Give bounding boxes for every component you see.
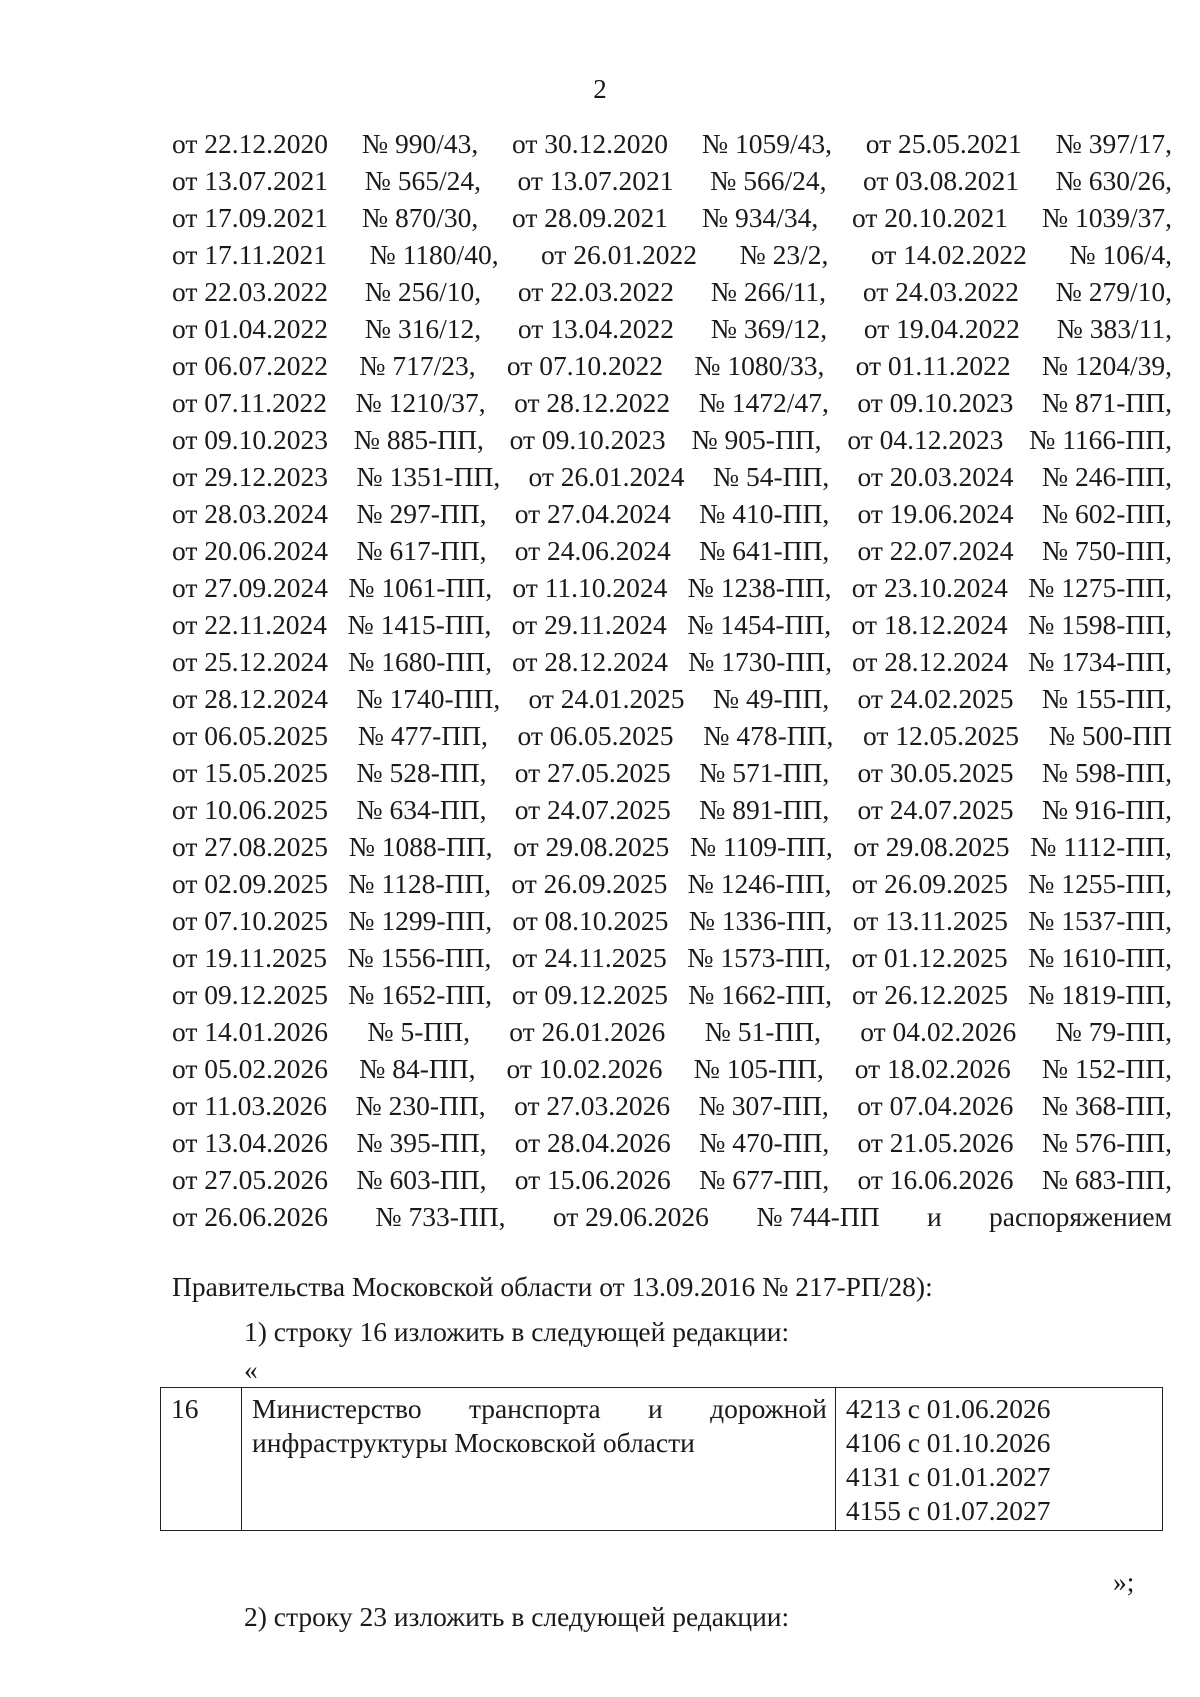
reference-token: от 16.06.2026 — [857, 1164, 1014, 1195]
reference-line — [172, 1016, 1172, 1053]
reference-token: № 1080/33, — [694, 350, 825, 381]
reference-token: № 1039/37, — [1041, 202, 1172, 233]
reference-token: от 07.10.2025 — [172, 905, 329, 936]
reference-token: № 1652-ПП, — [348, 979, 492, 1010]
reference-token: № 477-ПП, — [357, 720, 488, 751]
reference-token: № 500-ПП — [1048, 720, 1172, 751]
reference-token: № 566/24, — [710, 165, 827, 196]
reference-list — [172, 128, 1172, 1238]
reference-line — [172, 757, 1172, 794]
reference-line — [172, 794, 1172, 831]
reference-token: № 641-ПП, — [699, 535, 830, 566]
organization-word: и — [647, 1393, 663, 1424]
reference-token: № 1246-ПП, — [687, 868, 832, 899]
reference-token: от 26.12.2025 — [852, 979, 1009, 1010]
reference-token: № 576-ПП, — [1041, 1127, 1172, 1158]
replacement-row-table — [160, 1387, 1163, 1531]
reference-token: № 1059/43, — [701, 128, 832, 159]
reference-token: от 22.03.2022 — [172, 276, 329, 307]
reference-token: от 02.09.2025 — [172, 868, 329, 899]
reference-line — [172, 868, 1172, 905]
reference-token: от 27.04.2024 — [514, 498, 671, 529]
reference-token: № 369/12, — [710, 313, 828, 344]
reference-token: распоряжением — [989, 1201, 1172, 1232]
reference-token: от 01.12.2025 — [851, 942, 1008, 973]
closing-reference-line: Правительства Московской области от 13.09.2016 № 217-РП/28): — [172, 1271, 933, 1302]
reference-token: от 27.05.2025 — [514, 757, 671, 788]
reference-token: от 29.08.2025 — [513, 831, 670, 862]
reference-line — [172, 461, 1172, 498]
reference-token: от 27.08.2025 — [172, 831, 329, 862]
reference-token: от 05.02.2026 — [172, 1053, 329, 1084]
reference-token: № 5-ПП, — [367, 1016, 470, 1047]
reference-token: № 571-ПП, — [699, 757, 830, 788]
reference-token: № 152-ПП, — [1041, 1053, 1172, 1084]
reference-token: № 49-ПП, — [712, 683, 830, 714]
reference-token: от 13.04.2022 — [517, 313, 674, 344]
reference-token: № 256/10, — [364, 276, 482, 307]
reference-token: от 12.05.2025 — [863, 720, 1020, 751]
reference-token: от 30.12.2020 — [512, 128, 669, 159]
reference-token: № 316/12, — [364, 313, 482, 344]
reference-token: № 230-ПП, — [355, 1090, 486, 1121]
reference-token: № 733-ПП, — [375, 1201, 506, 1232]
reference-token: № 1128-ПП, — [348, 868, 492, 899]
reference-token: № 598-ПП, — [1041, 757, 1172, 788]
reference-token: № 683-ПП, — [1041, 1164, 1172, 1195]
reference-token: № 891-ПП, — [699, 794, 830, 825]
organization-name-line-1 — [252, 1392, 827, 1426]
item-2-instruction: 2) строку 23 изложить в следующей редакции: — [244, 1601, 790, 1632]
reference-token: от 28.03.2024 — [172, 498, 329, 529]
reference-token: № 54-ПП, — [712, 461, 830, 492]
reference-token: от 19.06.2024 — [857, 498, 1014, 529]
reference-line — [172, 313, 1172, 350]
reference-token: № 1109-ПП, — [689, 831, 833, 862]
reference-line — [172, 387, 1172, 424]
reference-token: № 934/34, — [701, 202, 819, 233]
reference-token: № 528-ПП, — [356, 757, 487, 788]
reference-line — [172, 202, 1172, 239]
reference-token: от 28.12.2024 — [172, 683, 329, 714]
reference-token: № 383/11, — [1056, 313, 1172, 344]
reference-token: от 21.05.2026 — [857, 1127, 1014, 1158]
reference-token: от 09.10.2023 — [172, 424, 329, 455]
reference-token: № 279/10, — [1055, 276, 1172, 307]
reference-token: от 18.02.2026 — [854, 1053, 1011, 1084]
reference-token: от 29.06.2026 — [552, 1201, 709, 1232]
reference-token: № 1573-ПП, — [687, 942, 832, 973]
reference-token: № 297-ПП, — [356, 498, 487, 529]
reference-token: от 14.02.2022 — [870, 239, 1027, 270]
reference-line — [172, 424, 1172, 461]
reference-token: от 26.01.2022 — [541, 239, 698, 270]
reference-token: № 1180/40, — [369, 239, 499, 270]
reference-token: от 24.07.2025 — [514, 794, 671, 825]
reference-line — [172, 276, 1172, 313]
reference-token: № 1336-ПП, — [688, 905, 833, 936]
reference-token: № 1255-ПП, — [1028, 868, 1172, 899]
reference-token: от 26.01.2024 — [528, 461, 685, 492]
reference-line — [172, 609, 1172, 646]
reference-token: № 1299-ПП, — [348, 905, 493, 936]
reference-token: № 1088-ПП, — [348, 831, 493, 862]
reference-line — [172, 1053, 1172, 1090]
reference-token: № 630/26, — [1055, 165, 1172, 196]
reference-token: от 28.12.2024 — [512, 646, 669, 677]
reference-token: № 1061-ПП, — [348, 572, 493, 603]
reference-token: № 395-ПП, — [356, 1127, 487, 1158]
reference-token: от 28.12.2024 — [852, 646, 1009, 677]
reference-token: от 29.08.2025 — [853, 831, 1010, 862]
reference-token: № 1598-ПП, — [1028, 609, 1172, 640]
reference-token: № 1734-ПП, — [1028, 646, 1172, 677]
reference-line — [172, 979, 1172, 1016]
reference-token: от 17.11.2021 — [172, 239, 328, 270]
reference-token: от 26.09.2025 — [511, 868, 668, 899]
reference-token: от 13.11.2025 — [852, 905, 1008, 936]
reference-line — [172, 535, 1172, 572]
reference-token: от 09.12.2025 — [172, 979, 329, 1010]
reference-line — [172, 165, 1172, 202]
reference-line — [172, 831, 1172, 868]
reference-token: № 1610-ПП, — [1028, 942, 1172, 973]
reference-line — [172, 942, 1172, 979]
reference-token: от 20.03.2024 — [857, 461, 1014, 492]
reference-token: № 1415-ПП, — [347, 609, 492, 640]
reference-token: от 04.02.2026 — [860, 1016, 1017, 1047]
organization-name-line-2: инфраструктуры Московской области — [252, 1427, 695, 1458]
reference-token: № 155-ПП, — [1041, 683, 1172, 714]
reference-line — [172, 1164, 1172, 1201]
page-number: 2 — [593, 74, 607, 104]
reference-token: № 1454-ПП, — [687, 609, 832, 640]
reference-token: № 603-ПП, — [356, 1164, 487, 1195]
reference-token: от 19.11.2025 — [172, 942, 328, 973]
reference-token: от 28.09.2021 — [512, 202, 669, 233]
reference-token: от 24.02.2025 — [857, 683, 1014, 714]
reference-token: от 15.06.2026 — [514, 1164, 671, 1195]
reference-token: № 717/23, — [359, 350, 476, 381]
reference-line — [172, 1201, 1172, 1238]
reference-token: от 04.12.2023 — [847, 424, 1004, 455]
reference-token: от 11.10.2024 — [512, 572, 668, 603]
reference-token: № 1166-ПП, — [1029, 424, 1172, 455]
reference-token: № 1275-ПП, — [1028, 572, 1172, 603]
reference-token: от 22.07.2024 — [857, 535, 1014, 566]
reference-token: от 07.11.2022 — [172, 387, 328, 418]
reference-token: № 1238-ПП, — [687, 572, 832, 603]
reference-token: от 25.12.2024 — [172, 646, 329, 677]
reference-line — [172, 572, 1172, 609]
organization-word: Министерство — [252, 1393, 422, 1424]
reference-token: № 1204/39, — [1041, 350, 1172, 381]
reference-token: № 51-ПП, — [704, 1016, 821, 1047]
reference-token: от 26.06.2026 — [172, 1201, 329, 1232]
reference-token: № 246-ПП, — [1041, 461, 1172, 492]
reference-token: от 11.03.2026 — [172, 1090, 328, 1121]
reference-token: от 22.12.2020 — [172, 128, 329, 159]
reference-token: от 15.05.2025 — [172, 757, 329, 788]
reference-token: № 368-ПП, — [1041, 1090, 1172, 1121]
reference-token: № 1819-ПП, — [1028, 979, 1172, 1010]
reference-token: от 13.04.2026 — [172, 1127, 329, 1158]
reference-token: № 1680-ПП, — [348, 646, 492, 677]
organization-word: транспорта — [468, 1393, 601, 1424]
reference-token: от 09.12.2025 — [512, 979, 669, 1010]
reference-token: от 17.09.2021 — [172, 202, 329, 233]
reference-token: № 1556-ПП, — [347, 942, 492, 973]
reference-token: от 14.01.2026 — [172, 1016, 329, 1047]
reference-token: от 19.04.2022 — [863, 313, 1020, 344]
reference-token: № 885-ПП, — [353, 424, 484, 455]
row-number-cell: 16 — [161, 1388, 242, 1531]
reference-token: от 01.11.2022 — [855, 350, 1011, 381]
reference-token: № 1472/47, — [698, 387, 829, 418]
reference-token: № 871-ПП, — [1041, 387, 1172, 418]
reference-token: от 20.10.2021 — [852, 202, 1009, 233]
reference-token: № 106/4, — [1069, 239, 1172, 270]
reference-line — [172, 239, 1172, 276]
reference-token: № 617-ПП, — [356, 535, 487, 566]
reference-token: № 84-ПП, — [359, 1053, 476, 1084]
reference-token: от 30.05.2025 — [857, 757, 1014, 788]
reference-line — [172, 646, 1172, 683]
reference-line — [172, 128, 1172, 165]
reference-line — [172, 498, 1172, 535]
reference-token: от 27.09.2024 — [172, 572, 329, 603]
reference-token: от 24.01.2025 — [528, 683, 685, 714]
reference-token: № 1662-ПП, — [688, 979, 832, 1010]
reference-token: № 990/43, — [361, 128, 479, 159]
reference-token: от 03.08.2021 — [863, 165, 1020, 196]
reference-token: № 79-ПП, — [1055, 1016, 1172, 1047]
reference-token: № 470-ПП, — [699, 1127, 830, 1158]
reference-token: № 1210/37, — [355, 387, 486, 418]
reference-token: от 24.03.2022 — [862, 276, 1019, 307]
reference-token: № 23/2, — [739, 239, 829, 270]
reference-token: от 06.05.2025 — [517, 720, 674, 751]
reference-token: № 266/11, — [710, 276, 827, 307]
reference-token: № 105-ПП, — [693, 1053, 824, 1084]
reference-token: № 1537-ПП, — [1028, 905, 1172, 936]
reference-token: № 677-ПП, — [699, 1164, 830, 1195]
reference-token: от 26.09.2025 — [851, 868, 1008, 899]
reference-token: от 10.02.2026 — [506, 1053, 663, 1084]
reference-token: от 25.05.2021 — [865, 128, 1022, 159]
reference-token: от 26.01.2026 — [509, 1016, 666, 1047]
opening-quote: « — [244, 1354, 258, 1385]
reference-token: от 06.07.2022 — [172, 350, 329, 381]
reference-token: от 09.10.2023 — [857, 387, 1014, 418]
reference-token: от 23.10.2024 — [851, 572, 1008, 603]
reference-line — [172, 1127, 1172, 1164]
reference-token: № 750-ПП, — [1041, 535, 1172, 566]
reference-token: № 1112-ПП, — [1030, 831, 1172, 862]
reference-token: от 28.12.2022 — [514, 387, 671, 418]
reference-token: № 870/30, — [361, 202, 479, 233]
reference-token: от 13.07.2021 — [517, 165, 674, 196]
reference-token: № 905-ПП, — [691, 424, 822, 455]
reference-token: от 01.04.2022 — [172, 313, 329, 344]
code-entry: 4106 с 01.10.2026 — [845, 1427, 1051, 1458]
code-entry: 4155 с 01.07.2027 — [845, 1495, 1051, 1526]
reference-token: от 20.06.2024 — [172, 535, 329, 566]
reference-token: № 744-ПП — [756, 1201, 880, 1232]
reference-line — [172, 720, 1172, 757]
reference-token: № 602-ПП, — [1041, 498, 1172, 529]
reference-token: № 478-ПП, — [703, 720, 834, 751]
reference-token: № 916-ПП, — [1041, 794, 1172, 825]
code-entry: 4213 с 01.06.2026 — [845, 1393, 1051, 1424]
reference-token: № 307-ПП, — [698, 1090, 829, 1121]
reference-token: от 29.11.2024 — [511, 609, 667, 640]
reference-token: от 06.05.2025 — [172, 720, 329, 751]
reference-token: № 565/24, — [364, 165, 481, 196]
reference-token: от 07.10.2022 — [506, 350, 663, 381]
reference-token: от 27.03.2026 — [514, 1090, 671, 1121]
reference-token: № 410-ПП, — [699, 498, 830, 529]
reference-token: от 29.12.2023 — [172, 461, 329, 492]
closing-quote: »; — [1113, 1566, 1135, 1597]
reference-line — [172, 683, 1172, 720]
reference-token: от 08.10.2025 — [512, 905, 669, 936]
reference-token: от 13.07.2021 — [172, 165, 329, 196]
codes-cell — [835, 1388, 1162, 1531]
organization-word: дорожной — [710, 1393, 827, 1424]
reference-token: от 22.11.2024 — [172, 609, 328, 640]
reference-token: от 07.04.2026 — [857, 1090, 1014, 1121]
reference-token: от 18.12.2024 — [851, 609, 1008, 640]
organization-cell — [242, 1388, 836, 1531]
reference-token: от 28.04.2026 — [514, 1127, 671, 1158]
reference-token: № 634-ПП, — [356, 794, 487, 825]
reference-token: от 09.10.2023 — [509, 424, 666, 455]
table-row — [161, 1388, 1163, 1531]
reference-line — [172, 350, 1172, 387]
reference-token: от 24.06.2024 — [514, 535, 671, 566]
reference-token: и — [926, 1201, 942, 1232]
reference-line — [172, 1090, 1172, 1127]
reference-token: от 22.03.2022 — [517, 276, 674, 307]
reference-token: от 10.06.2025 — [172, 794, 329, 825]
reference-line — [172, 905, 1172, 942]
item-1-instruction: 1) строку 16 изложить в следующей редакции: — [244, 1316, 790, 1347]
reference-token: № 1351-ПП, — [356, 461, 501, 492]
reference-token: от 27.05.2026 — [172, 1164, 329, 1195]
code-entry: 4131 с 01.01.2027 — [845, 1461, 1051, 1492]
reference-token: от 24.07.2025 — [857, 794, 1014, 825]
reference-token: от 24.11.2025 — [511, 942, 667, 973]
reference-token: № 1740-ПП, — [356, 683, 501, 714]
reference-token: № 397/17, — [1055, 128, 1172, 159]
reference-token: № 1730-ПП, — [688, 646, 832, 677]
